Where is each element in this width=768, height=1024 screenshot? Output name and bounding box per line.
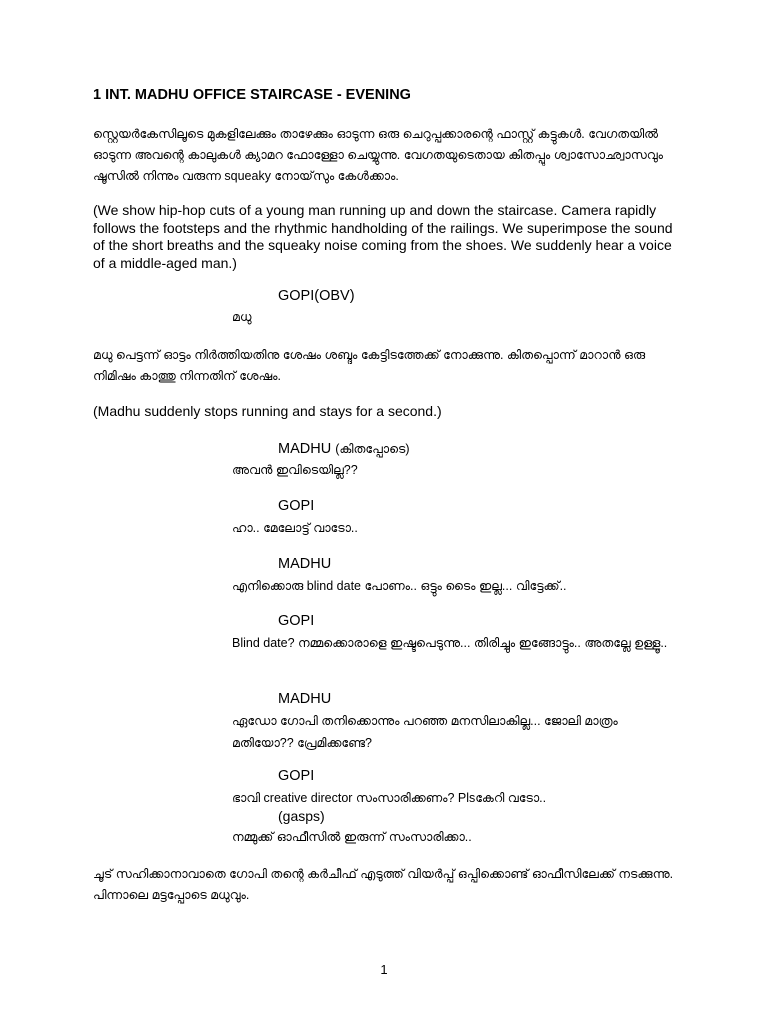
scene-heading: 1 INT. MADHU OFFICE STAIRCASE - EVENING — [93, 87, 411, 103]
dialogue-3: ഹാ.. മേലോട്ട് വാടോ.. — [232, 521, 358, 535]
character-name-gopi-2: GOPI — [278, 613, 315, 629]
action-malayalam-2: മധു പെട്ടന്ന് ഓട്ടം നിർത്തിയതിനു ശേഷം ശബ്ദം കേട്ടിടത്തേക്ക് നോക്കുന്നു. കിതപ്പൊന്ന് മാറാൻ ഒരു നിമിഷം കാത്തു നിന്നതിന് ശേഷം. — [93, 348, 646, 383]
character-name: MADHU — [278, 441, 332, 457]
dialogue-7: ഭാവി creative director സംസാരിക്കണം? Plsകേറി വടോ.. — [232, 791, 547, 805]
dialogue-2: അവൻ ഇവിടെയില്ല?? — [232, 463, 358, 477]
character-name-madhu-2: MADHU — [278, 556, 332, 572]
character-name-gopi-3: GOPI — [278, 768, 315, 784]
parenthetical-inline: (കിതപ്പോടെ) — [335, 442, 410, 456]
character-name-madhu-1 — [278, 441, 410, 457]
page-number: 1 — [380, 962, 388, 977]
action-malayalam-3: ചൂട് സഹിക്കാനാവാതെ ഗോപി തന്റെ കർചീഫ് എടുത്ത് വിയർപ്പ് ഒപ്പിക്കൊണ്ട് ഓഫീസിലേക്ക് നടക്കുന്നു. പിന്നാലെ മട്ടപ്പോടെ മധുവും. — [93, 867, 674, 902]
dialogue-4: എനിക്കൊരു blind date പോണം.. ഒട്ടും ടൈം ഇല്ല... വിട്ടേക്ക്.. — [232, 579, 567, 593]
character-name-madhu-3: MADHU — [278, 691, 332, 707]
dialogue-6: ഏഡോ ഗോപി തനിക്കൊന്നും പറഞ്ഞ മനസിലാകില്ല... ജോലി മാത്രം മതിയോ?? പ്രേമിക്കണ്ടേ? — [232, 714, 618, 750]
action-english-1: (We show hip-hop cuts of a young man running up and down the staircase. Camera rapidly follows the footsteps and the rhythmic handholding of the railings. We superimpose the sound of the short breaths and the squeaky noise coming from the shoes. We suddenly hear a voice of a middle-aged man.) — [93, 202, 673, 271]
action-malayalam-1: സ്റ്റെയർകേസിലൂടെ മുകളിലേക്കും താഴേക്കും ഓടുന്ന ഒരു ചെറുപ്പക്കാരന്റെ ഫാസ്റ്റ് കട്ടുകൾ. വേഗതയിൽ ഓടുന്ന അവന്റെ കാലുകൾ ക്യാമറ ഫോള്ളോ ചെയ്യുന്നു. വേഗതയുടെതായ കിതപ്പും ശ്വാസോഛ്വാസവും ഷൂസിൽ നിന്നും വരുന്ന squeaky നോയ്‌സും കേൾക്കാം. — [93, 127, 663, 183]
dialogue-1: മധു — [232, 310, 252, 324]
dialogue-8: നമ്മുക്ക് ഓഫീസിൽ ഇരുന്ന് സംസാരിക്കാ.. — [232, 830, 472, 844]
action-english-2: (Madhu suddenly stops running and stays for a second.) — [93, 403, 442, 419]
character-name-gopi-1: GOPI — [278, 498, 315, 514]
character-name-gopi-obv: GOPI(OBV) — [278, 288, 355, 304]
parenthetical-gasps: (gasps) — [278, 808, 325, 824]
dialogue-5: Blind date? നമ്മക്കൊരാളെ ഇഷ്ടപെടുന്നു... തിരിച്ചും ഇങ്ങോട്ടും.. അതല്ലേ ഉള്ളൂ.. — [232, 636, 668, 650]
